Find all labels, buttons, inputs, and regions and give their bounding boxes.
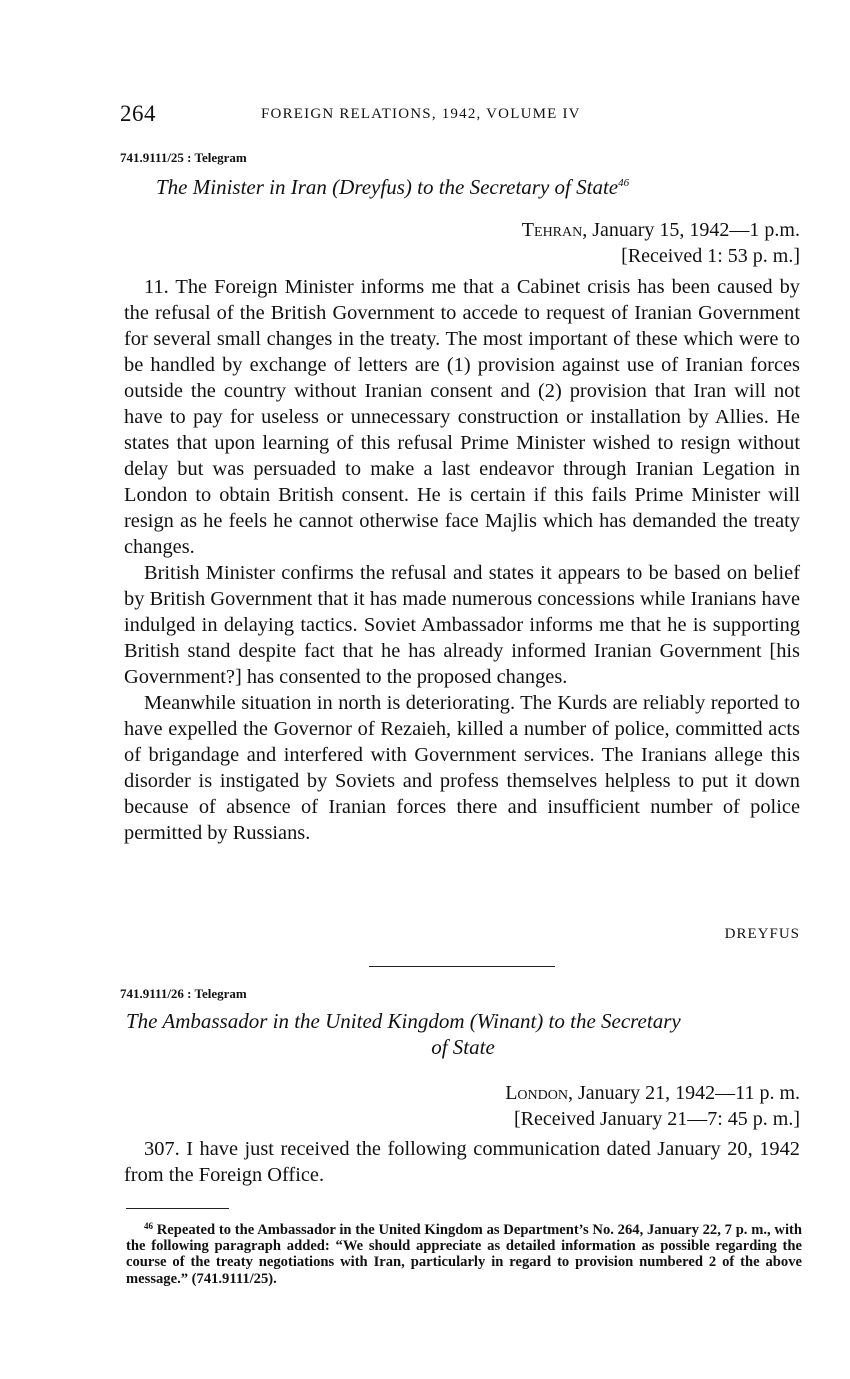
running-header bbox=[120, 101, 800, 131]
document-2-place-city: London bbox=[505, 1082, 568, 1104]
document-1-received: [Received 1: 53 p. m.] bbox=[621, 245, 800, 267]
document-2-place-date: , January 21, 1942—11 p. m. bbox=[567, 1082, 800, 1104]
document-1-paragraph-3: Meanwhile situation in north is deteriorating. The Kurds are reliably reported to have expelled the Governor of Rezaieh, killed a number of police, committed acts of brigandage and interfered with Government services. The Iranians allege this disorder is instigated by Soviets and profess themselves helpless to put it down because of absence of Iranian forces there and insufficient number of police permitted by Russians. bbox=[124, 692, 800, 844]
document-1-paragraph-1: 11. The Foreign Minister informs me that a Cabinet crisis has been caused by the refusal of the British Government to accede to request of Iranian Government for several small changes in the treaty. The most important of these which were to be handled by exchange of letters are (1) provision against use of Iranian forces outside the country without Iranian consent and (2) provision that Iran will not have to pay for useless or unnecessary construction or installation by Allies. He states that upon learning of this refusal Prime Minister wished to resign without delay but was persuaded to make a last endeavor through Iranian Legation in London to obtain British consent. He is certain if this fails Prime Minister will resign as he feels he cannot otherwise face Majlis which has demanded the treaty changes. bbox=[124, 276, 800, 558]
footnote-mark: 46 bbox=[144, 1221, 153, 1231]
document-2-dateline bbox=[505, 1080, 800, 1106]
document-1-heading-text: The Minister in Iran (Dreyfus) to the Secretary of State bbox=[156, 175, 619, 199]
document-1-paragraph-2: British Minister confirms the refusal and states it appears to be based on belief by British Government that it has made numerous concessions while Iranians have indulged in delaying tactics. Soviet Ambassador informs me that he is supporting British stand despite fact that he has already informed Iranian Government [his Government?] has consented to the proposed changes. bbox=[124, 562, 800, 688]
document-1-place-city: Tehran bbox=[521, 219, 583, 241]
document-1-signature: DREYFUS bbox=[724, 926, 800, 942]
running-title: FOREIGN RELATIONS, 1942, VOLUME IV bbox=[261, 106, 581, 122]
document-2-heading-line-2: of State bbox=[431, 1035, 495, 1059]
footnote bbox=[126, 1218, 802, 1287]
document-1-body bbox=[124, 274, 800, 846]
document-page bbox=[120, 0, 802, 1379]
document-2-body bbox=[124, 1136, 800, 1188]
document-1-dateline bbox=[522, 217, 800, 243]
footnote-reference[interactable]: 46 bbox=[618, 177, 630, 189]
document-2-file-number: 741.9111/26 : Telegram bbox=[120, 986, 247, 1001]
document-1-place-date: , January 15, 1942—1 p.m. bbox=[582, 219, 800, 241]
section-divider bbox=[369, 966, 555, 967]
document-1-heading bbox=[156, 170, 806, 200]
document-1-file-number: 741.9111/25 : Telegram bbox=[120, 150, 247, 165]
document-2-received: [Received January 21—7: 45 p. m.] bbox=[513, 1108, 800, 1130]
footnote-rule bbox=[126, 1208, 229, 1209]
page-number: 264 bbox=[120, 101, 156, 126]
footnote-text: Repeated to the Ambassador in the United Kingdom as Department’s No. 264, January 22, 7 p. m., with the following paragraph added: “We should appreciate as detailed information as possible regarding the course of the treaty negotiations with Iran, particularly in regard to provision numbered 2 of the above message.” (741.9111/25). bbox=[126, 1222, 802, 1287]
document-2-heading-line-1: The Ambassador in the United Kingdom (Winant) to the Secretary bbox=[126, 1009, 681, 1033]
document-2-paragraph-1: 307. I have just received the following communication dated January 20, 1942 from the Foreign Office. bbox=[124, 1138, 800, 1186]
